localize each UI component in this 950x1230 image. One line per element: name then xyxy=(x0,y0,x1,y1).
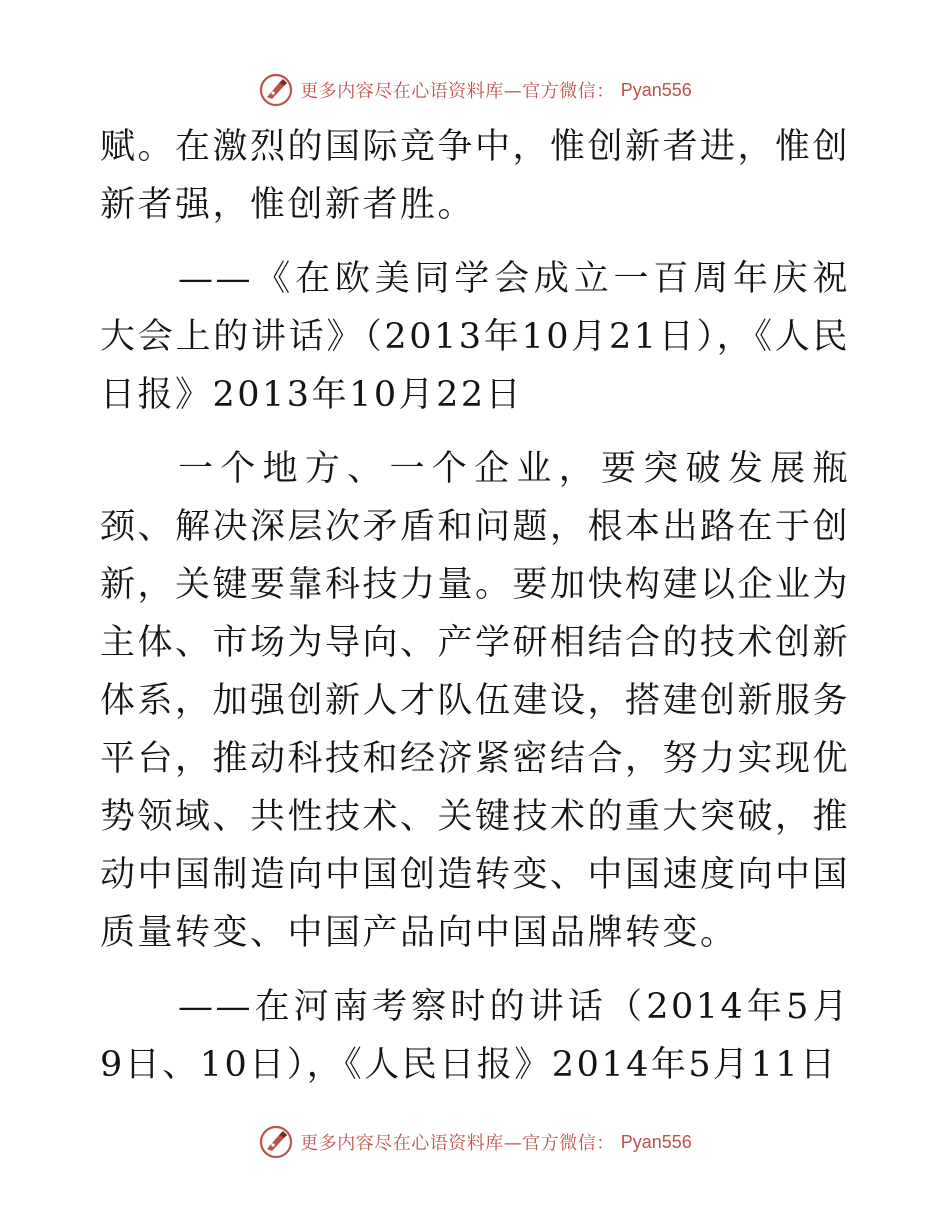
document-body xyxy=(100,118,850,1094)
paragraph-innovation: 一个地方、一个企业，要突破发展瓶颈、解决深层次矛盾和问题，根本出路在于创新，关键要靠科技力量。要加快构建以企业为主体、市场为导向、产学研相结合的技术创新体系，加强创新人才队伍建设，搭建创新服务平台，推动科技和经济紧密结合，努力实现优势领域、共性技术、关键技术的重大突破，推动中国制造向中国创造转变、中国速度向中国质量转变、中国产品向中国品牌转变。 xyxy=(100,449,851,953)
footer-watermark xyxy=(0,1124,950,1160)
watermark-wechat-id: Pyan556 xyxy=(620,1131,692,1152)
watermark-wechat-id: Pyan556 xyxy=(620,79,692,100)
watermark-text: 更多内容尽在心语资料库—官方微信： xyxy=(300,81,615,102)
paragraph-continuation: 赋。在激烈的国际竞争中，惟创新者进，惟创新者强，惟创新者胜。 xyxy=(100,127,851,225)
watermark-text: 更多内容尽在心语资料库—官方微信： xyxy=(300,1133,615,1154)
citation-2: ——在河南考察时的讲话（2014年5月9日、10日），《人民日报》2014年5月11日 xyxy=(100,987,850,1085)
citation-1: ——《在欧美同学会成立一百周年庆祝大会上的讲话》（2013年10月21日），《人民日报》2013年10月22日 xyxy=(100,259,850,415)
pen-nib-logo-icon xyxy=(258,72,294,108)
pen-nib-logo-icon xyxy=(258,1124,294,1160)
header-watermark xyxy=(0,72,950,108)
